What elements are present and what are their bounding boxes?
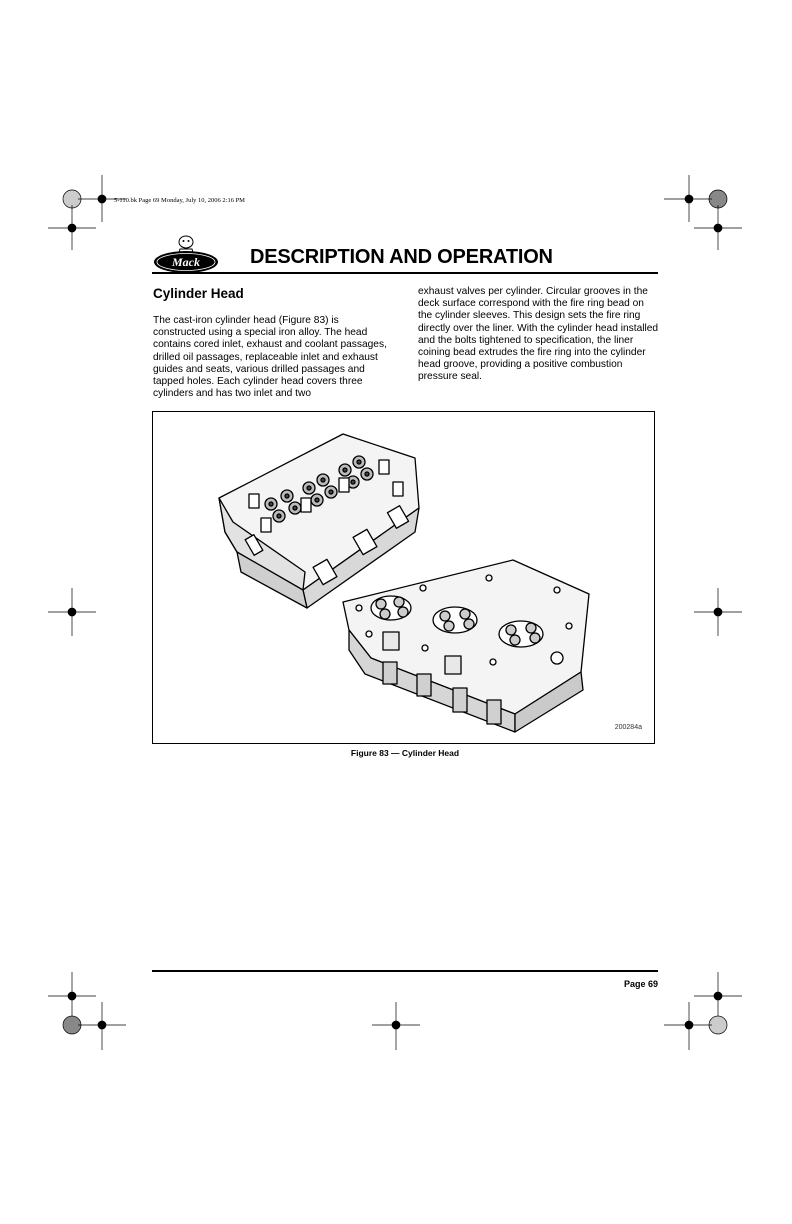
footer-rule	[152, 970, 658, 972]
body-column-2: exhaust valves per cylinder. Circular grooves in the deck surface correspond with the fire ring bead on the cylinder sleeves. This design sets the fire ring directly over the liner. With the cylinder head installed and the bolts tightened to specification, the liner coining bead extrudes the fire ring into the cylinder head groove, providing a positive combustion pressure seal.	[418, 286, 659, 383]
cylinder-head-deck-view	[343, 560, 589, 732]
section-heading: Cylinder Head	[153, 286, 244, 301]
figure-id: 200284a	[614, 724, 642, 731]
page-title: DESCRIPTION AND OPERATION	[250, 246, 553, 268]
body-column-1: The cast-iron cylinder head (Figure 83) is constructed using a special iron alloy. The head contains cored inlet, exhaust and coolant passages, drilled oil passages, replaceable inlet and exhaust guides and seats, various drilled passages and tapped holes. Each cylinder head covers three cylinders and has two inlet and two	[153, 315, 387, 400]
print-info: 5-110.bk Page 69 Monday, July 10, 2006 2:16 PM	[114, 197, 245, 204]
header-rule	[152, 272, 658, 274]
logo-text: Mack	[172, 255, 200, 269]
cylinder-head-illustration	[153, 412, 653, 742]
figure-frame	[152, 411, 655, 744]
cylinder-head-top-view	[219, 434, 419, 608]
page-number: Page 69	[623, 979, 658, 989]
figure-caption: Figure 83 — Cylinder Head	[350, 748, 460, 758]
